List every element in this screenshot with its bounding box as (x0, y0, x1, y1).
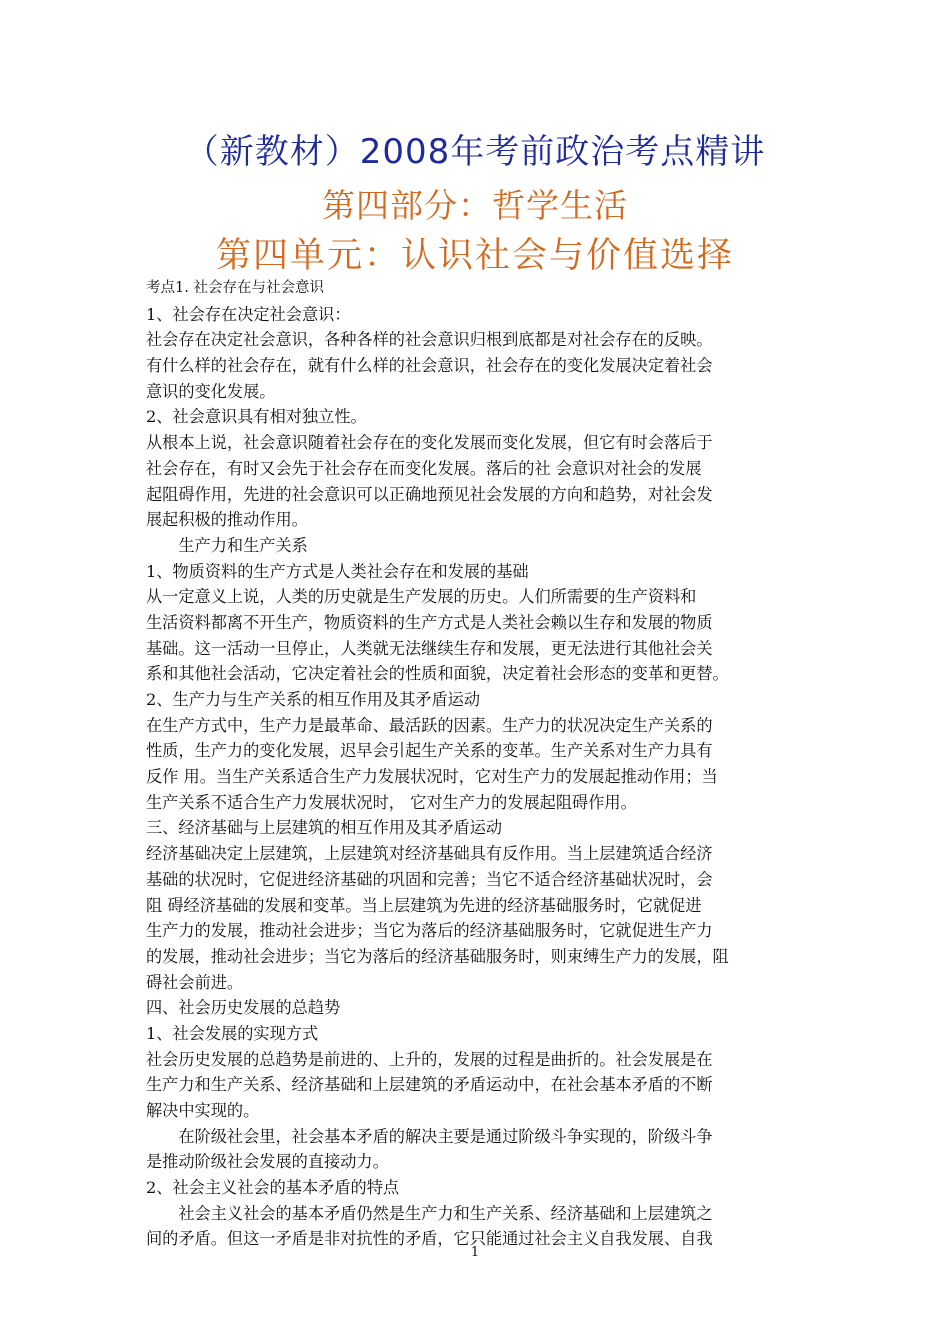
text-line: 解决中实现的。 (146, 1101, 260, 1120)
page-number: 1 (470, 1245, 480, 1260)
text-line: 基础。这一活动一旦停止，人类就无法继续生存和发展，更无法进行其他社会关 (146, 638, 713, 658)
text-line: 生产力的发展，推动社会进步；当它为落后的经济基础服务时，它就促进生产力 (146, 921, 713, 941)
text-line: 从一定意义上说，人类的历史就是生产发展的历史。人们所需要的生产资料和 (146, 587, 697, 607)
text-line: 生产关系不适合生产力发展状况时， 它对生产力的发展起阻碍作用。 (146, 792, 637, 812)
text-line: 的发展，推动社会进步；当它为落后的经济基础服务时，则束缚生产力的发展，阻 (146, 946, 729, 966)
text-line: 社会存在决定社会意识，各种各样的社会意识归根到底都是对社会存在的反映。 (146, 330, 713, 350)
text-line: 生活资料都离不开生产，物质资料的生产方式是人类社会赖以生存和发展的物质 (146, 612, 713, 632)
text-line: 从根本上说，社会意识随着社会存在的变化发展而变化发展，但它有时会落后于 (146, 433, 713, 453)
document-title: （新教材）2008年考前政治考点精讲 (184, 132, 766, 172)
text-line: 生产力和生产关系 (146, 535, 308, 555)
text-line: 社会历史发展的总趋势是前进的、上升的，发展的过程是曲折的。社会发展是在 (146, 1049, 713, 1069)
text-line: 三、经济基础与上层建筑的相互作用及其矛盾运动 (146, 818, 503, 838)
text-line: 起阻碍作用，先进的社会意识可以正确地预见社会发展的方向和趋势，对社会发 (146, 484, 713, 504)
text-line: 生产力和生产关系、经济基础和上层建筑的矛盾运动中，在社会基本矛盾的不断 (146, 1075, 713, 1095)
text-line: 考点1. 社会存在与社会意识 (146, 280, 324, 296)
text-line: 四、社会历史发展的总趋势 (146, 998, 341, 1018)
text-line: 2、生产力与生产关系的相互作用及其矛盾运动 (146, 690, 481, 709)
text-line: 2、社会意识具有相对独立性。 (146, 407, 367, 427)
text-line: 碍社会前进。 (146, 972, 244, 992)
text-line: 1、社会存在决定社会意识： (146, 304, 351, 324)
text-line: 在生产方式中，生产力是最革命、最活跃的因素。生产力的状况决定生产关系的 (146, 715, 713, 735)
text-line: 2、社会主义社会的基本矛盾的特点 (146, 1178, 400, 1198)
text-line: 是推动阶级社会发展的直接动力。 (146, 1152, 389, 1172)
text-line: 反作 用。当生产关系适合生产力发展状况时，它对生产力的发展起推动作用；当 (146, 767, 718, 787)
text-line: 1、社会发展的实现方式 (146, 1023, 319, 1043)
text-line: 展起积极的推动作用。 (146, 510, 308, 530)
body-text (146, 276, 814, 1252)
text-line: 间的矛盾。但这一矛盾是非对抗性的矛盾，它只能通过社会主义自我发展、自我 (146, 1229, 713, 1249)
text-line: 系和其他社会活动，它决定着社会的性质和面貌，决定着社会形态的变革和更替。 (146, 664, 729, 684)
text-line: 基础的状况时，它促进经济基础的巩固和完善；当它不适合经济基础状况时，会 (146, 869, 713, 889)
text-line: 在阶级社会里，社会基本矛盾的解决主要是通过阶级斗争实现的，阶级斗争 (146, 1126, 713, 1146)
text-line: 阻 碍经济基础的发展和变革。当上层建筑为先进的经济基础服务时，它就促进 (146, 895, 702, 915)
unit-heading: 第四单元：认识社会与价值选择 (215, 236, 734, 276)
text-line: 有什么样的社会存在，就有什么样的社会意识，社会存在的变化发展决定着社会 (146, 356, 713, 376)
text-line: 社会主义社会的基本矛盾仍然是生产力和生产关系、经济基础和上层建筑之 (146, 1203, 713, 1223)
text-line: 性质，生产力的变化发展，迟早会引起生产关系的变革。生产关系对生产力具有 (146, 741, 713, 761)
text-line: 经济基础决定上层建筑，上层建筑对经济基础具有反作用。当上层建筑适合经济 (146, 844, 713, 864)
part-heading: 第四部分：哲学生活 (322, 186, 628, 225)
text-line: 1、物质资料的生产方式是人类社会存在和发展的基础 (146, 561, 529, 581)
text-line: 意识的变化发展。 (146, 381, 276, 401)
text-line: 社会存在，有时又会先于社会存在而变化发展。落后的社 会意识对社会的发展 (146, 458, 702, 478)
